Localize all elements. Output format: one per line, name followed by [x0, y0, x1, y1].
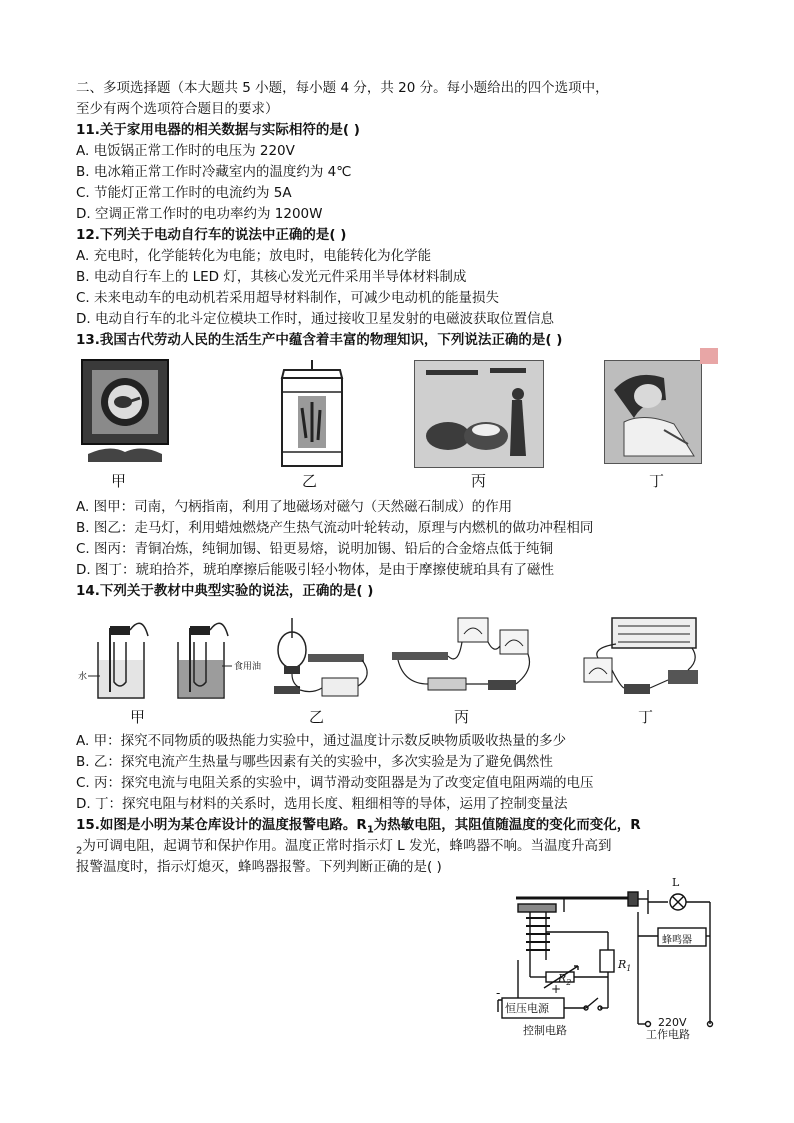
q15-stem-part2: 为热敏电阻，其阻值随温度的变化而变化，R	[373, 817, 641, 833]
q13-option-c: C. 图丙：青铜冶炼，纯铜加锡、铅更易熔，说明加锡、铅后的合金熔点低于纯铜	[76, 541, 554, 557]
buzzer-label: 蜂鸣器	[662, 935, 692, 946]
figure-corner-mark	[700, 348, 718, 364]
label-cooking-oil: 食用油	[234, 662, 262, 672]
caption-bing: 丙	[471, 472, 487, 490]
figure-resistance-material-experiment	[572, 614, 702, 706]
r2-subscript: 2	[566, 978, 572, 988]
figure-trotting-horse-lamp	[272, 358, 352, 470]
question-12-stem: 12.下列关于电动自行车的说法中正确的是( )	[76, 227, 347, 243]
q14-caption-bing: 丙	[454, 708, 470, 726]
lamp-label: L	[672, 876, 680, 889]
question-14-stem: 14.下列关于教材中典型实验的说法，正确的是( )	[76, 583, 374, 599]
figure-sinan	[80, 358, 170, 468]
r1-label	[618, 958, 631, 973]
q14-caption-ding: 丁	[638, 708, 654, 726]
q12-option-c: C. 未来电动车的电动机若采用超导材料制作，可减少电动机的能量损失	[76, 290, 500, 306]
q11-option-b: B. 电冰箱正常工作时冷藏室内的温度约为 4℃	[76, 164, 352, 180]
label-water: 水	[78, 672, 88, 682]
q15-stem-part3: 为可调电阻，起调节和保护作用。温度正常时指示灯 L 发光，蜂鸣器不响。当温度升高到	[82, 838, 612, 854]
r2-letter: R	[558, 972, 567, 985]
caption-jia: 甲	[111, 472, 127, 490]
q14-caption-yi: 乙	[309, 708, 325, 726]
q12-option-a: A. 充电时，化学能转化为电能；放电时，电能转化为化学能	[76, 248, 432, 264]
question-15-stem-line3: 报警温度时，指示灯熄灭，蜂鸣器报警。下列判断正确的是( )	[76, 859, 442, 875]
q11-option-d: D. 空调正常工作时的电功率约为 1200W	[76, 206, 323, 222]
minus-terminal-label: -	[496, 986, 501, 1000]
q14-option-b: B. 乙：探究电流产生热量与哪些因素有关的实验中，多次实验是为了避免偶然性	[76, 754, 553, 770]
question-11-stem: 11.关于家用电器的相关数据与实际相符的是( )	[76, 122, 360, 138]
q14-option-d: D. 丁：探究电阻与材料的关系时，选用长度、粗细相等的导体，运用了控制变量法	[76, 796, 568, 812]
q13-option-a: A. 图甲：司南，勺柄指南，利用了地磁场对磁勺（天然磁石制成）的作用	[76, 499, 513, 515]
q11-option-c: C. 节能灯正常工作时的电流约为 5A	[76, 185, 292, 201]
q14-option-a: A. 甲：探究不同物质的吸热能力实验中，通过温度计示数反映物质吸收热量的多少	[76, 733, 567, 749]
section-header-line2: 至少有两个选项符合题目的要求）	[76, 101, 279, 117]
q15-stem-part1: 15.如图是小明为某仓库设计的温度报警电路。R	[76, 817, 367, 833]
q14-option-c: C. 丙：探究电流与电阻关系的实验中，调节滑动变阻器是为了改变定值电阻两端的电压	[76, 775, 594, 791]
figure-joule-heat-experiment	[262, 614, 380, 706]
plus-terminal-label: +	[551, 982, 562, 996]
q14-caption-jia: 甲	[130, 708, 146, 726]
figure-amber-art	[604, 360, 702, 464]
figure-heat-capacity-experiment	[78, 612, 258, 702]
q13-option-b: B. 图乙：走马灯，利用蜡烛燃烧产生热气流动叶轮转动，原理与内燃机的做功冲程相同	[76, 520, 594, 536]
q13-option-d: D. 图丁：琥珀拾芥，琥珀摩擦后能吸引轻小物体，是由于摩擦使琥珀具有了磁性	[76, 562, 554, 578]
r1-letter: R	[618, 958, 627, 971]
q11-option-a: A. 电饭锅正常工作时的电压为 220V	[76, 143, 295, 159]
figure-current-resistance-experiment	[388, 614, 536, 706]
voltage-label: 220V	[658, 1016, 687, 1029]
r1-subscript: 1	[626, 964, 632, 974]
work-circuit-label: 工作电路	[646, 1028, 690, 1041]
section-header-line1: 二、多项选择题（本大题共 5 小题，每小题 4 分，共 20 分。每小题给出的四个选项中，	[76, 80, 609, 96]
q12-option-d: D. 电动自行车的北斗定位模块工作时，通过接收卫星发射的电磁波获取位置信息	[76, 311, 554, 327]
q15-r1-sub: 1	[366, 824, 374, 836]
figure-bronze-smelting-art	[414, 360, 544, 468]
control-circuit-label: 控制电路	[523, 1024, 567, 1037]
q12-option-b: B. 电动自行车上的 LED 灯，其核心发光元件采用半导体材料制成	[76, 269, 467, 285]
q15-r2-sub: 2	[76, 845, 83, 857]
caption-ding: 丁	[649, 472, 665, 490]
question-13-stem: 13.我国古代劳动人民的生活生产中蕴含着丰富的物理知识，下列说法正确的是( )	[76, 332, 563, 348]
caption-yi: 乙	[302, 472, 318, 490]
power-source-label: 恒压电源	[505, 1002, 549, 1015]
